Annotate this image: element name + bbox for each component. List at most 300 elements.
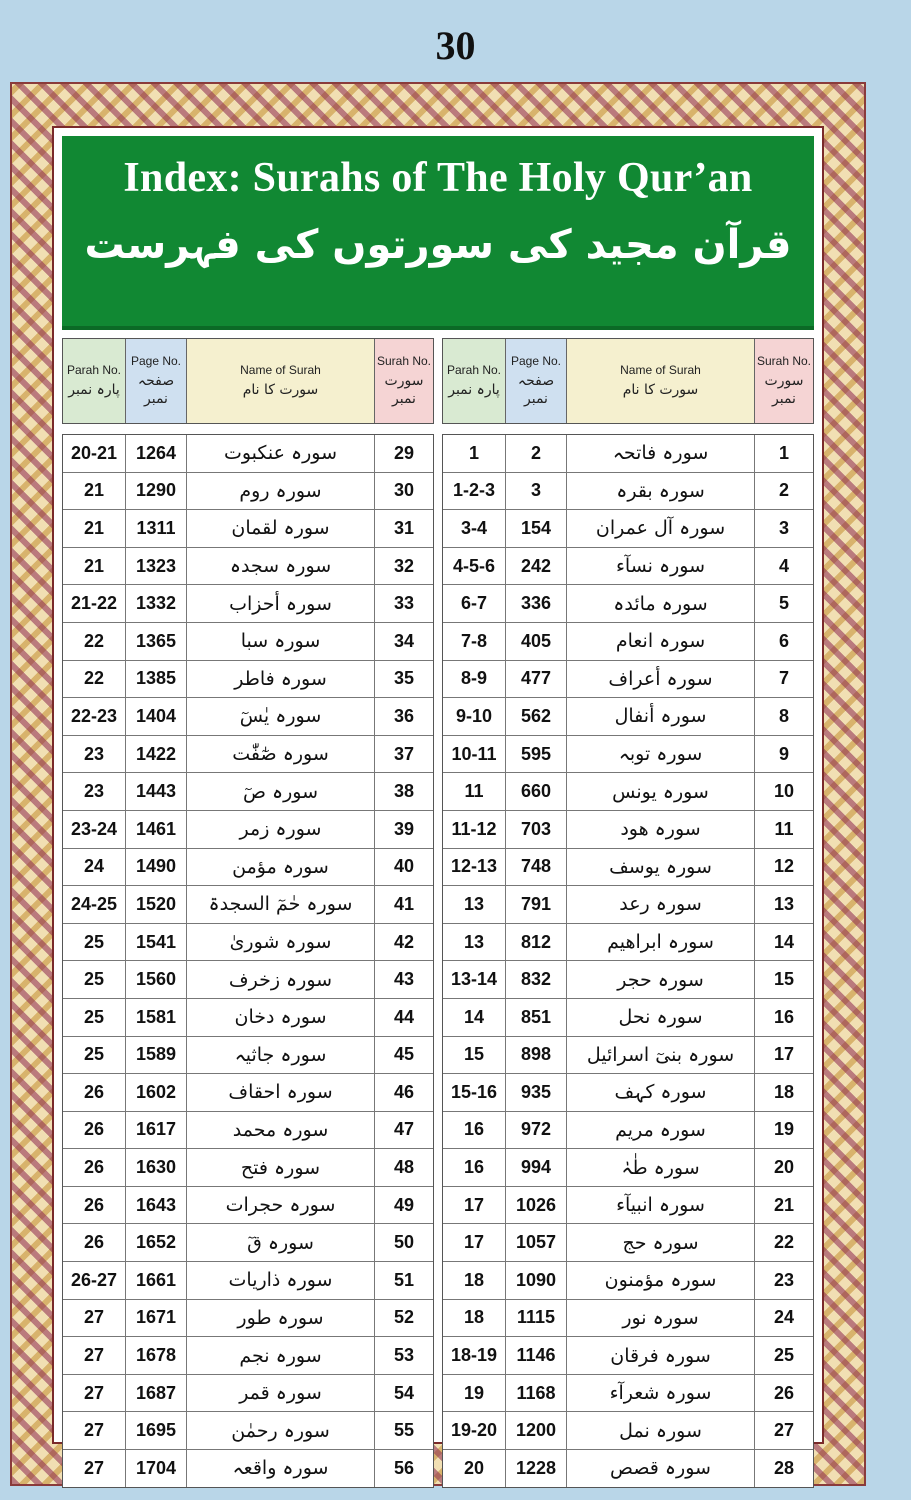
cell-surah-number: 33	[375, 585, 433, 622]
cell-parah: 25	[63, 924, 126, 961]
cell-page: 898	[506, 1037, 567, 1074]
cell-surah-name: سورہ شوریٰ	[187, 924, 375, 961]
cell-surah-number: 36	[375, 698, 433, 735]
cell-surah-name: سورہ جاثیہ	[187, 1037, 375, 1074]
cell-surah-number: 31	[375, 510, 433, 547]
table-row	[63, 661, 433, 699]
cell-surah-name: سورہ رعد	[567, 886, 755, 923]
cell-page: 1520	[126, 886, 187, 923]
cell-surah-number: 46	[375, 1074, 433, 1111]
cell-parah: 27	[63, 1337, 126, 1374]
cell-page: 562	[506, 698, 567, 735]
header-page-ur: صفحہ نمبر	[137, 373, 175, 407]
table-row	[63, 698, 433, 736]
cell-surah-number: 1	[755, 435, 813, 472]
table-row	[443, 698, 813, 736]
table-header	[442, 338, 814, 424]
cell-page: 595	[506, 736, 567, 773]
cell-parah: 13	[443, 924, 506, 961]
cell-page: 1290	[126, 473, 187, 510]
cell-page: 1404	[126, 698, 187, 735]
cell-page: 1365	[126, 623, 187, 660]
cell-surah-name: سورہ نمل	[567, 1412, 755, 1449]
table-row	[63, 811, 433, 849]
cell-surah-number: 21	[755, 1187, 813, 1224]
cell-surah-name: سورہ نسآء	[567, 548, 755, 585]
cell-parah: 20-21	[63, 435, 126, 472]
table-row	[443, 811, 813, 849]
cell-surah-name: سورہ طٰہٰ	[567, 1149, 755, 1186]
cell-surah-number: 38	[375, 773, 433, 810]
cell-surah-name: سورہ مریم	[567, 1112, 755, 1149]
cell-page: 812	[506, 924, 567, 961]
cell-parah: 1-2-3	[443, 473, 506, 510]
table-row	[443, 435, 813, 473]
cell-parah: 18	[443, 1262, 506, 1299]
title-urdu: قرآن مجید کی سورتوں کی فہرست	[84, 222, 792, 268]
cell-surah-name: سورہ سجدہ	[187, 548, 375, 585]
cell-page: 1652	[126, 1224, 187, 1261]
cell-surah-name: سورہ حجرات	[187, 1187, 375, 1224]
table-row	[443, 1262, 813, 1300]
table-body	[62, 434, 434, 1488]
cell-surah-name: سورہ فرقان	[567, 1337, 755, 1374]
cell-surah-name: سورہ آل عمران	[567, 510, 755, 547]
cell-page: 3	[506, 473, 567, 510]
table-row	[63, 1262, 433, 1300]
table-row	[63, 1450, 433, 1487]
cell-surah-number: 28	[755, 1450, 813, 1487]
table-row	[63, 1074, 433, 1112]
cell-surah-number: 51	[375, 1262, 433, 1299]
table-body	[442, 434, 814, 1488]
table-row	[443, 623, 813, 661]
cell-parah: 13-14	[443, 961, 506, 998]
table-row	[443, 1450, 813, 1487]
table-row	[443, 961, 813, 999]
header-page	[126, 339, 187, 423]
header-surah-ur: سورت نمبر	[384, 373, 424, 407]
cell-page: 1311	[126, 510, 187, 547]
cell-parah: 25	[63, 1037, 126, 1074]
cell-page: 477	[506, 661, 567, 698]
cell-surah-number: 2	[755, 473, 813, 510]
cell-parah: 23	[63, 736, 126, 773]
cell-parah: 17	[443, 1187, 506, 1224]
cell-surah-name: سورہ یونس	[567, 773, 755, 810]
cell-parah: 26	[63, 1149, 126, 1186]
cell-surah-number: 56	[375, 1450, 433, 1487]
cell-page: 1671	[126, 1300, 187, 1337]
cell-page: 1264	[126, 435, 187, 472]
cell-surah-name: سورہ فتح	[187, 1149, 375, 1186]
cell-parah: 9-10	[443, 698, 506, 735]
cell-surah-name: سورہ ھود	[567, 811, 755, 848]
cell-parah: 26-27	[63, 1262, 126, 1299]
page-number: 30	[435, 23, 476, 68]
cell-parah: 20	[443, 1450, 506, 1487]
header-page-en: Page No.	[510, 354, 562, 368]
cell-surah-number: 25	[755, 1337, 813, 1374]
cell-page: 2	[506, 435, 567, 472]
cell-surah-name: سورہ دخان	[187, 999, 375, 1036]
cell-surah-number: 13	[755, 886, 813, 923]
cell-surah-number: 15	[755, 961, 813, 998]
cell-surah-name: سورہ قٓ	[187, 1224, 375, 1261]
cell-surah-name: سورہ حجر	[567, 961, 755, 998]
right-table	[442, 338, 814, 1480]
table-row	[63, 1375, 433, 1413]
cell-parah: 16	[443, 1149, 506, 1186]
header-parah	[63, 339, 126, 423]
cell-page: 242	[506, 548, 567, 585]
table-row	[63, 473, 433, 511]
table-row	[63, 1112, 433, 1150]
table-row	[63, 1187, 433, 1225]
cell-parah: 27	[63, 1300, 126, 1337]
cell-page: 1490	[126, 849, 187, 886]
header-surah-ur: سورت نمبر	[764, 373, 804, 407]
cell-page: 1661	[126, 1262, 187, 1299]
cell-surah-name: سورہ صٰٓفّٰت	[187, 736, 375, 773]
cell-surah-name: سورہ رحمٰن	[187, 1412, 375, 1449]
cell-surah-number: 27	[755, 1412, 813, 1449]
cell-parah: 25	[63, 961, 126, 998]
table-row	[63, 924, 433, 962]
header-name-ur: سورت کا نام	[242, 381, 319, 398]
table-row	[443, 1300, 813, 1338]
table-row	[63, 435, 433, 473]
cell-page: 1643	[126, 1187, 187, 1224]
cell-surah-number: 52	[375, 1300, 433, 1337]
table-row	[63, 886, 433, 924]
cell-surah-name: سورہ ابراھیم	[567, 924, 755, 961]
cell-surah-name: سورہ بنیٓ اسرائیل	[567, 1037, 755, 1074]
cell-page: 703	[506, 811, 567, 848]
cell-page: 1560	[126, 961, 187, 998]
header-page-en: Page No.	[130, 354, 182, 368]
cell-parah: 22-23	[63, 698, 126, 735]
cell-surah-number: 8	[755, 698, 813, 735]
table-row	[443, 886, 813, 924]
cell-surah-number: 32	[375, 548, 433, 585]
cell-page: 1332	[126, 585, 187, 622]
cell-surah-number: 41	[375, 886, 433, 923]
cell-page: 935	[506, 1074, 567, 1111]
cell-page: 832	[506, 961, 567, 998]
cell-surah-name: سورہ محمد	[187, 1112, 375, 1149]
cell-surah-name: سورہ توبہ	[567, 736, 755, 773]
table-row	[443, 661, 813, 699]
header-name	[567, 339, 755, 423]
table-row	[63, 773, 433, 811]
cell-surah-number: 3	[755, 510, 813, 547]
table-header	[62, 338, 434, 424]
cell-surah-name: سورہ قمر	[187, 1375, 375, 1412]
cell-parah: 16	[443, 1112, 506, 1149]
cell-parah: 8-9	[443, 661, 506, 698]
header-name	[187, 339, 375, 423]
cell-surah-name: سورہ واقعہ	[187, 1450, 375, 1487]
cell-surah-number: 49	[375, 1187, 433, 1224]
table-row	[443, 1224, 813, 1262]
cell-surah-name: سورہ یٰسٓ	[187, 698, 375, 735]
table-row	[443, 1187, 813, 1225]
cell-surah-number: 50	[375, 1224, 433, 1261]
header-name-en: Name of Surah	[240, 362, 321, 377]
header-surah	[375, 339, 433, 423]
header-page-ur: صفحہ نمبر	[517, 373, 555, 407]
table-row	[443, 1112, 813, 1150]
cell-parah: 24-25	[63, 886, 126, 923]
cell-parah: 23	[63, 773, 126, 810]
cell-surah-name: سورہ أحزاب	[187, 585, 375, 622]
cell-page: 336	[506, 585, 567, 622]
cell-parah: 21-22	[63, 585, 126, 622]
header-surah	[755, 339, 813, 423]
cell-surah-name: سورہ فاتحہ	[567, 435, 755, 472]
cell-page: 1602	[126, 1074, 187, 1111]
cell-page: 1323	[126, 548, 187, 585]
cell-parah: 26	[63, 1224, 126, 1261]
cell-surah-number: 16	[755, 999, 813, 1036]
table-row	[443, 773, 813, 811]
cell-parah: 21	[63, 510, 126, 547]
cell-surah-number: 34	[375, 623, 433, 660]
cell-surah-number: 20	[755, 1149, 813, 1186]
cell-parah: 10-11	[443, 736, 506, 773]
table-row	[443, 1375, 813, 1413]
cell-parah: 19-20	[443, 1412, 506, 1449]
cell-surah-name: سورہ روم	[187, 473, 375, 510]
cell-surah-number: 19	[755, 1112, 813, 1149]
cell-page: 1057	[506, 1224, 567, 1261]
cell-surah-number: 43	[375, 961, 433, 998]
table-row	[443, 510, 813, 548]
cell-surah-number: 30	[375, 473, 433, 510]
cell-parah: 26	[63, 1187, 126, 1224]
cell-page: 1541	[126, 924, 187, 961]
content-panel	[52, 126, 824, 1480]
cell-surah-number: 47	[375, 1112, 433, 1149]
header-parah-en: Parah No.	[66, 362, 122, 377]
cell-page: 1146	[506, 1337, 567, 1374]
cell-page: 1443	[126, 773, 187, 810]
table-row	[63, 585, 433, 623]
table-row	[63, 1412, 433, 1450]
header-name-en: Name of Surah	[620, 362, 701, 377]
table-row	[443, 924, 813, 962]
cell-parah: 24	[63, 849, 126, 886]
cell-surah-number: 7	[755, 661, 813, 698]
table-row	[63, 1224, 433, 1262]
cell-surah-name: سورہ زمر	[187, 811, 375, 848]
cell-surah-name: سورہ طور	[187, 1300, 375, 1337]
cell-page: 972	[506, 1112, 567, 1149]
cell-page: 1581	[126, 999, 187, 1036]
cell-surah-number: 26	[755, 1375, 813, 1412]
cell-surah-number: 10	[755, 773, 813, 810]
cell-surah-number: 48	[375, 1149, 433, 1186]
cell-surah-number: 9	[755, 736, 813, 773]
cell-surah-number: 39	[375, 811, 433, 848]
table-row	[63, 623, 433, 661]
cell-surah-name: سورہ احقاف	[187, 1074, 375, 1111]
cell-surah-number: 6	[755, 623, 813, 660]
title-banner	[62, 136, 814, 330]
cell-parah: 7-8	[443, 623, 506, 660]
table-row	[63, 1300, 433, 1338]
cell-surah-name: سورہ لقمان	[187, 510, 375, 547]
table-row	[63, 999, 433, 1037]
cell-surah-name: سورہ نجم	[187, 1337, 375, 1374]
cell-surah-name: سورہ زخرف	[187, 961, 375, 998]
cell-surah-number: 37	[375, 736, 433, 773]
cell-surah-number: 17	[755, 1037, 813, 1074]
ornamental-border	[10, 82, 866, 1486]
cell-page: 1228	[506, 1450, 567, 1487]
cell-surah-name: سورہ حٰمٓ السجدۃ	[187, 886, 375, 923]
cell-page: 1168	[506, 1375, 567, 1412]
cell-parah: 22	[63, 623, 126, 660]
table-row	[63, 548, 433, 586]
table-row	[63, 961, 433, 999]
table-row	[63, 1037, 433, 1075]
cell-surah-name: سورہ انبیآء	[567, 1187, 755, 1224]
table-row	[63, 1337, 433, 1375]
cell-parah: 27	[63, 1412, 126, 1449]
cell-parah: 27	[63, 1375, 126, 1412]
cell-surah-name: سورہ مائدہ	[567, 585, 755, 622]
cell-page: 1687	[126, 1375, 187, 1412]
cell-page: 1026	[506, 1187, 567, 1224]
cell-surah-number: 23	[755, 1262, 813, 1299]
cell-surah-name: سورہ فاطر	[187, 661, 375, 698]
header-surah-en: Surah No.	[376, 354, 432, 368]
cell-page: 660	[506, 773, 567, 810]
cell-page: 1704	[126, 1450, 187, 1487]
cell-page: 1630	[126, 1149, 187, 1186]
cell-surah-number: 42	[375, 924, 433, 961]
cell-page: 1678	[126, 1337, 187, 1374]
cell-parah: 18	[443, 1300, 506, 1337]
cell-page: 791	[506, 886, 567, 923]
header-parah-ur: پارہ نمبر	[448, 381, 500, 398]
cell-surah-name: سورہ أنفال	[567, 698, 755, 735]
table-row	[443, 1149, 813, 1187]
cell-surah-name: سورہ قصص	[567, 1450, 755, 1487]
index-tables	[62, 338, 814, 1480]
table-row	[443, 585, 813, 623]
cell-surah-name: سورہ نحل	[567, 999, 755, 1036]
header-parah-ur: پارہ نمبر	[68, 381, 120, 398]
table-row	[443, 548, 813, 586]
cell-surah-name: سورہ مؤمن	[187, 849, 375, 886]
table-row	[443, 736, 813, 774]
cell-page: 1385	[126, 661, 187, 698]
cell-surah-name: سورہ مؤمنون	[567, 1262, 755, 1299]
cell-surah-number: 11	[755, 811, 813, 848]
cell-surah-number: 18	[755, 1074, 813, 1111]
table-row	[443, 999, 813, 1037]
cell-surah-number: 29	[375, 435, 433, 472]
table-row	[63, 1149, 433, 1187]
cell-parah: 22	[63, 661, 126, 698]
cell-page: 994	[506, 1149, 567, 1186]
cell-parah: 19	[443, 1375, 506, 1412]
header-parah	[443, 339, 506, 423]
cell-parah: 26	[63, 1112, 126, 1149]
cell-parah: 1	[443, 435, 506, 472]
cell-surah-name: سورہ نور	[567, 1300, 755, 1337]
table-row	[443, 473, 813, 511]
cell-parah: 12-13	[443, 849, 506, 886]
cell-surah-name: سورہ انعام	[567, 623, 755, 660]
cell-surah-name: سورہ ذاریات	[187, 1262, 375, 1299]
cell-surah-number: 40	[375, 849, 433, 886]
cell-parah: 21	[63, 473, 126, 510]
cell-parah: 25	[63, 999, 126, 1036]
table-row	[443, 1337, 813, 1375]
title-english: Index: Surahs of The Holy Qur’an	[123, 155, 753, 201]
cell-surah-name: سورہ بقرہ	[567, 473, 755, 510]
cell-surah-number: 12	[755, 849, 813, 886]
table-row	[63, 510, 433, 548]
cell-parah: 3-4	[443, 510, 506, 547]
cell-page: 1422	[126, 736, 187, 773]
table-row	[443, 1074, 813, 1112]
cell-page: 1115	[506, 1300, 567, 1337]
cell-surah-name: سورہ سبا	[187, 623, 375, 660]
cell-page: 851	[506, 999, 567, 1036]
cell-surah-number: 55	[375, 1412, 433, 1449]
cell-page: 1695	[126, 1412, 187, 1449]
cell-surah-number: 35	[375, 661, 433, 698]
cell-surah-number: 22	[755, 1224, 813, 1261]
cell-page: 405	[506, 623, 567, 660]
cell-parah: 23-24	[63, 811, 126, 848]
table-row	[63, 849, 433, 887]
cell-surah-name: سورہ کہف	[567, 1074, 755, 1111]
cell-page: 748	[506, 849, 567, 886]
cell-page: 1617	[126, 1112, 187, 1149]
cell-parah: 15-16	[443, 1074, 506, 1111]
cell-surah-name: سورہ صٓ	[187, 773, 375, 810]
cell-parah: 14	[443, 999, 506, 1036]
cell-parah: 6-7	[443, 585, 506, 622]
cell-surah-name: سورہ أعراف	[567, 661, 755, 698]
left-table	[62, 338, 434, 1480]
cell-parah: 15	[443, 1037, 506, 1074]
cell-surah-number: 4	[755, 548, 813, 585]
cell-surah-number: 45	[375, 1037, 433, 1074]
cell-surah-name: سورہ شعرآء	[567, 1375, 755, 1412]
cell-parah: 11-12	[443, 811, 506, 848]
cell-parah: 26	[63, 1074, 126, 1111]
cell-surah-number: 14	[755, 924, 813, 961]
cell-surah-name: سورہ حج	[567, 1224, 755, 1261]
cell-surah-number: 44	[375, 999, 433, 1036]
cell-parah: 21	[63, 548, 126, 585]
header-parah-en: Parah No.	[446, 362, 502, 377]
cell-parah: 17	[443, 1224, 506, 1261]
cell-page: 1589	[126, 1037, 187, 1074]
cell-surah-number: 24	[755, 1300, 813, 1337]
cell-page: 1090	[506, 1262, 567, 1299]
cell-surah-name: سورہ یوسف	[567, 849, 755, 886]
table-row	[443, 1037, 813, 1075]
cell-surah-name: سورہ عنکبوت	[187, 435, 375, 472]
